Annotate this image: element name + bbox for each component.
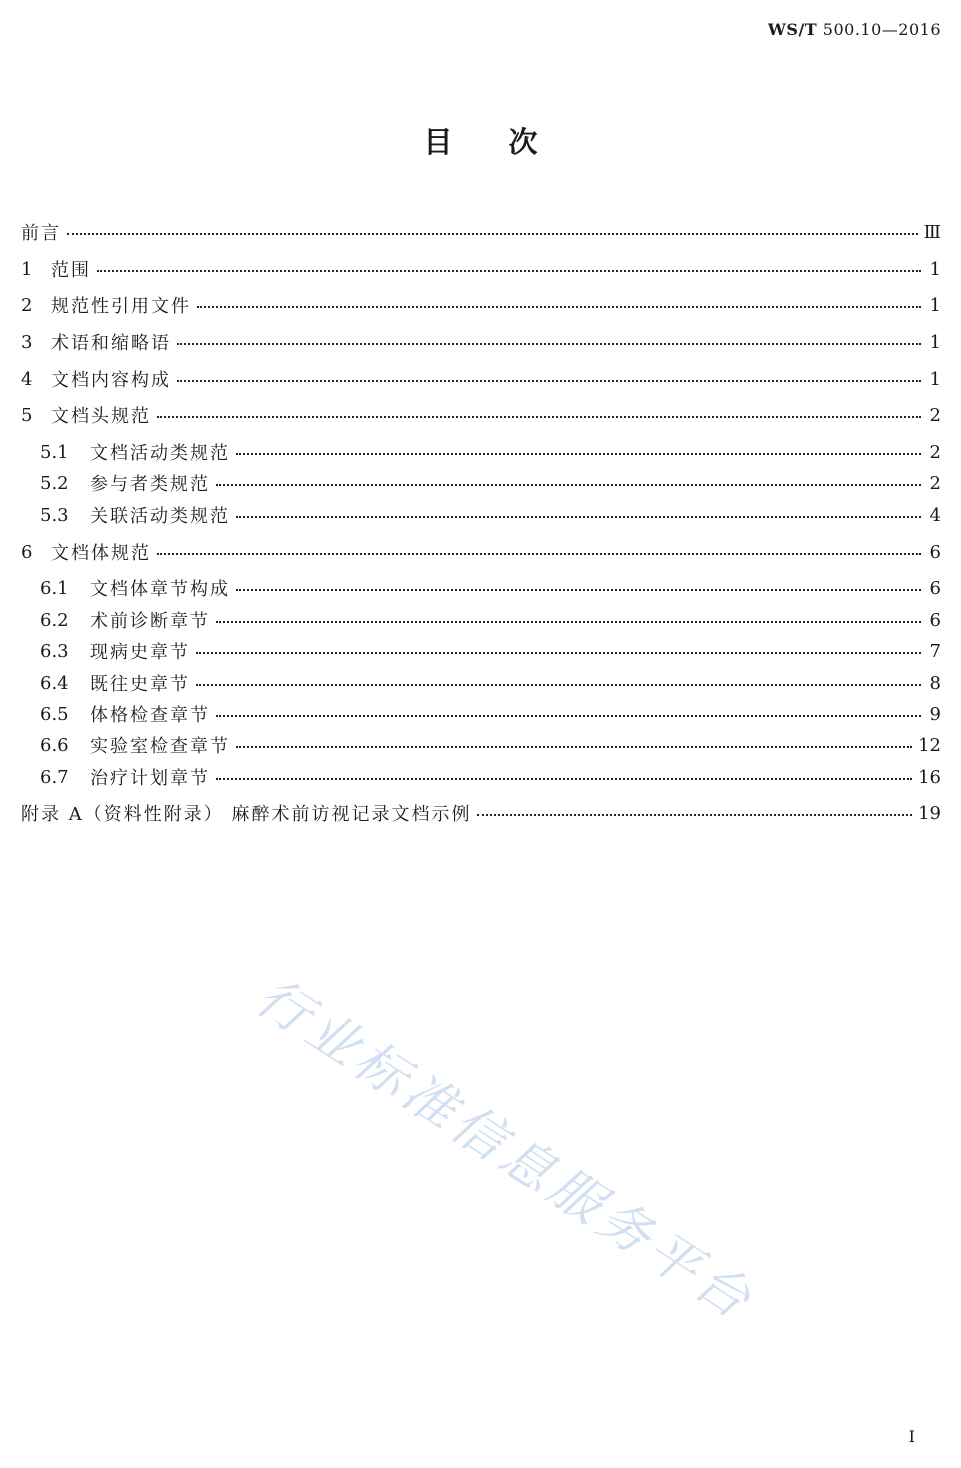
toc-dot-leader bbox=[236, 516, 921, 518]
standard-code-prefix: WS/T bbox=[767, 20, 818, 39]
toc-entry-5-1[interactable] bbox=[40, 440, 941, 464]
toc-entry-title: 关联活动类规范 bbox=[90, 506, 230, 527]
toc-entry-title: 范围 bbox=[51, 260, 91, 281]
toc-entry-title: 术前诊断章节 bbox=[90, 611, 210, 632]
standard-code-number: 500.10—2016 bbox=[822, 20, 941, 39]
toc-dot-leader bbox=[97, 270, 921, 272]
toc-entry-title: 附录 A（资料性附录） 麻醉术前访视记录文档示例 bbox=[21, 804, 472, 825]
toc-entry-number: 6.7 bbox=[40, 766, 69, 788]
toc-entry-6-6[interactable] bbox=[40, 733, 941, 757]
toc-entry-6-1[interactable] bbox=[40, 576, 941, 600]
toc-entry-page: 2 bbox=[929, 404, 941, 426]
toc-entry-page: 6 bbox=[929, 609, 941, 631]
toc-dot-leader bbox=[196, 652, 921, 654]
toc-entry-6-2[interactable] bbox=[40, 608, 941, 632]
watermark: 行业标准信息服务平台 bbox=[245, 966, 765, 1334]
toc-entry-page: 6 bbox=[929, 541, 941, 563]
toc-entry-number: 5.2 bbox=[40, 472, 69, 494]
toc-entry-5-2[interactable] bbox=[40, 471, 941, 495]
toc-entry-page: 2 bbox=[929, 472, 941, 494]
toc-dot-leader bbox=[477, 814, 912, 816]
toc-entry-page: 8 bbox=[929, 672, 941, 694]
toc-dot-leader bbox=[197, 306, 921, 308]
toc-entry-3[interactable] bbox=[21, 330, 941, 354]
toc-entry-title: 治疗计划章节 bbox=[90, 768, 210, 789]
toc-dot-leader bbox=[236, 453, 921, 455]
toc-entry-page: 6 bbox=[929, 577, 941, 599]
toc-entry-number: 5.3 bbox=[40, 504, 69, 526]
toc-dot-leader bbox=[216, 778, 912, 780]
toc-entry-title: 现病史章节 bbox=[90, 642, 190, 663]
toc-entry-page: 1 bbox=[929, 331, 941, 353]
toc-entry-number: 6.6 bbox=[40, 734, 69, 756]
toc-entry-number: 5.1 bbox=[40, 441, 69, 463]
toc-entry-page: 1 bbox=[929, 368, 941, 390]
toc-entry-title: 既往史章节 bbox=[90, 674, 190, 695]
toc-entry-page: 1 bbox=[929, 258, 941, 280]
toc-dot-leader bbox=[236, 746, 912, 748]
toc-entry-number: 6.3 bbox=[40, 640, 69, 662]
toc-entry-page: 7 bbox=[929, 640, 941, 662]
toc-dot-leader bbox=[157, 553, 921, 555]
toc-entry-title: 规范性引用文件 bbox=[51, 296, 191, 317]
toc-entry-number: 3 bbox=[21, 331, 33, 353]
toc-dot-leader bbox=[196, 684, 921, 686]
toc-entry-page: 1 bbox=[929, 294, 941, 316]
toc-entry-1[interactable] bbox=[21, 257, 941, 281]
toc-dot-leader bbox=[216, 484, 921, 486]
toc-dot-leader bbox=[177, 380, 921, 382]
toc-entry-title: 参与者类规范 bbox=[90, 474, 210, 495]
toc-entry-number: 2 bbox=[21, 294, 33, 316]
toc-entry-page: 2 bbox=[929, 441, 941, 463]
toc-dot-leader bbox=[236, 589, 921, 591]
toc-entry-page: 9 bbox=[929, 703, 941, 725]
toc-entry-6[interactable] bbox=[21, 540, 941, 564]
toc-entry-number: 6 bbox=[21, 541, 33, 563]
toc-entry-page: 12 bbox=[918, 734, 941, 756]
toc-dot-leader bbox=[216, 621, 921, 623]
toc-dot-leader bbox=[67, 233, 918, 235]
toc-entry-title: 体格检查章节 bbox=[90, 705, 210, 726]
toc-entry-title: 文档体规范 bbox=[51, 543, 151, 564]
toc-entry-title: 文档活动类规范 bbox=[90, 443, 230, 464]
toc-entry-title: 前言 bbox=[21, 223, 61, 244]
toc-entry-title: 术语和缩略语 bbox=[51, 333, 171, 354]
toc-entry-number: 4 bbox=[21, 368, 33, 390]
toc-entry-5-3[interactable] bbox=[40, 503, 941, 527]
toc-entry-number: 6.1 bbox=[40, 577, 69, 599]
toc-entry-appendix-a[interactable] bbox=[21, 801, 941, 825]
toc-entry-6-4[interactable] bbox=[40, 671, 941, 695]
toc-entry-page: 16 bbox=[918, 766, 941, 788]
toc-entry-number: 6.2 bbox=[40, 609, 69, 631]
toc-entry-title: 文档头规范 bbox=[51, 406, 151, 427]
toc-entry-5[interactable] bbox=[21, 403, 941, 427]
toc-entry-title: 文档体章节构成 bbox=[90, 579, 230, 600]
toc-entry-preface[interactable] bbox=[21, 220, 941, 244]
toc-entry-4[interactable] bbox=[21, 367, 941, 391]
toc-entry-number: 6.5 bbox=[40, 703, 69, 725]
toc-entry-6-7[interactable] bbox=[40, 765, 941, 789]
page-number: I bbox=[908, 1427, 915, 1446]
toc-entry-title: 文档内容构成 bbox=[51, 370, 171, 391]
toc-entry-number: 1 bbox=[21, 258, 33, 280]
page-title: 目次 bbox=[423, 125, 594, 159]
toc-dot-leader bbox=[177, 343, 921, 345]
toc-dot-leader bbox=[157, 416, 921, 418]
toc-entry-number: 5 bbox=[21, 404, 33, 426]
toc-dot-leader bbox=[216, 715, 921, 717]
toc-entry-page: 4 bbox=[929, 504, 941, 526]
standard-code bbox=[768, 20, 941, 39]
toc-entry-title: 实验室检查章节 bbox=[90, 736, 230, 757]
toc-entry-6-5[interactable] bbox=[40, 702, 941, 726]
toc-entry-page: Ⅲ bbox=[923, 221, 941, 243]
toc-entry-6-3[interactable] bbox=[40, 639, 941, 663]
toc-entry-2[interactable] bbox=[21, 293, 941, 317]
toc-entry-number: 6.4 bbox=[40, 672, 69, 694]
toc-entry-page: 19 bbox=[918, 802, 941, 824]
